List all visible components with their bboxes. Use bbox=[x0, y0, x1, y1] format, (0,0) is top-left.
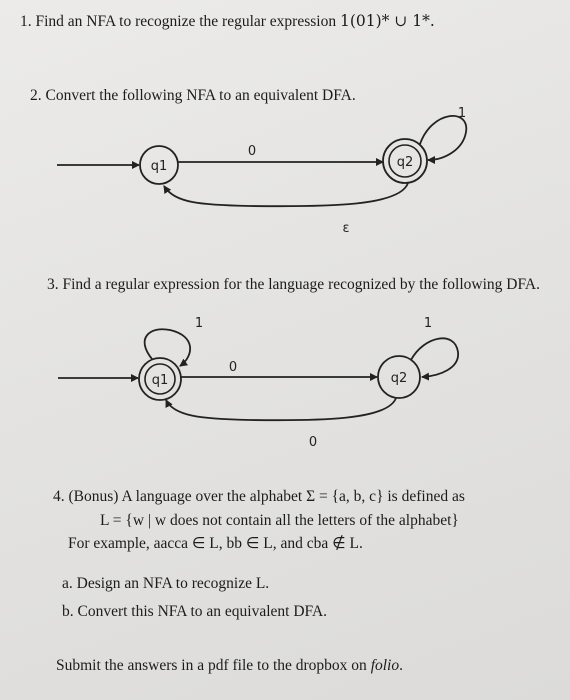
dfa-edge-q2-q1-label: 0 bbox=[308, 435, 318, 450]
nfa-state-q1-label: q1 bbox=[150, 159, 168, 174]
question-3: 3. Find a regular expression for the language recognized by the following DFA. bbox=[47, 276, 540, 293]
question-4-part-a: a. Design an NFA to recognize L. bbox=[62, 575, 270, 592]
submission-note bbox=[56, 657, 403, 675]
submission-note-text: Submit the answers in a pdf file to the dropbox on bbox=[56, 657, 371, 674]
dfa-state-q2-label: q2 bbox=[390, 371, 408, 386]
nfa-state-q2-label: q2 bbox=[396, 155, 414, 170]
dfa-state-q1-label: q1 bbox=[151, 373, 169, 388]
dfa-edge-q2-q1 bbox=[166, 398, 396, 420]
question-4-examples: For example, aacca ∈ L, bb ∈ L, and cba ∉ L. bbox=[68, 535, 363, 552]
question-4-definition: L = {w | w does not contain all the letters of the alphabet} bbox=[100, 512, 459, 529]
question-1-regex: 1(01)* ∪ 1*. bbox=[339, 12, 435, 30]
question-4-part-b: b. Convert this NFA to an equivalent DFA. bbox=[62, 603, 328, 620]
question-2: 2. Convert the following NFA to an equivalent DFA. bbox=[30, 87, 356, 104]
dfa-edge-q1-q2-label: 0 bbox=[228, 360, 238, 375]
dfa-self-loop-q2-label: 1 bbox=[423, 316, 433, 331]
question-1-text: 1. Find an NFA to recognize the regular expression bbox=[20, 13, 340, 30]
question-4-line-1: 4. (Bonus) A language over the alphabet Σ = {a, b, c} is defined as bbox=[53, 488, 465, 505]
dfa-self-loop-q1-label: 1 bbox=[194, 316, 204, 331]
submission-period: . bbox=[399, 657, 403, 674]
nfa-edge-q2-q1-label: ε bbox=[342, 221, 350, 236]
dfa-self-loop-q2 bbox=[411, 338, 458, 377]
nfa-edge-q1-q2-label: 0 bbox=[247, 144, 257, 159]
submission-folio: folio bbox=[370, 657, 400, 674]
nfa-self-loop-q2-label: 1 bbox=[457, 106, 467, 121]
